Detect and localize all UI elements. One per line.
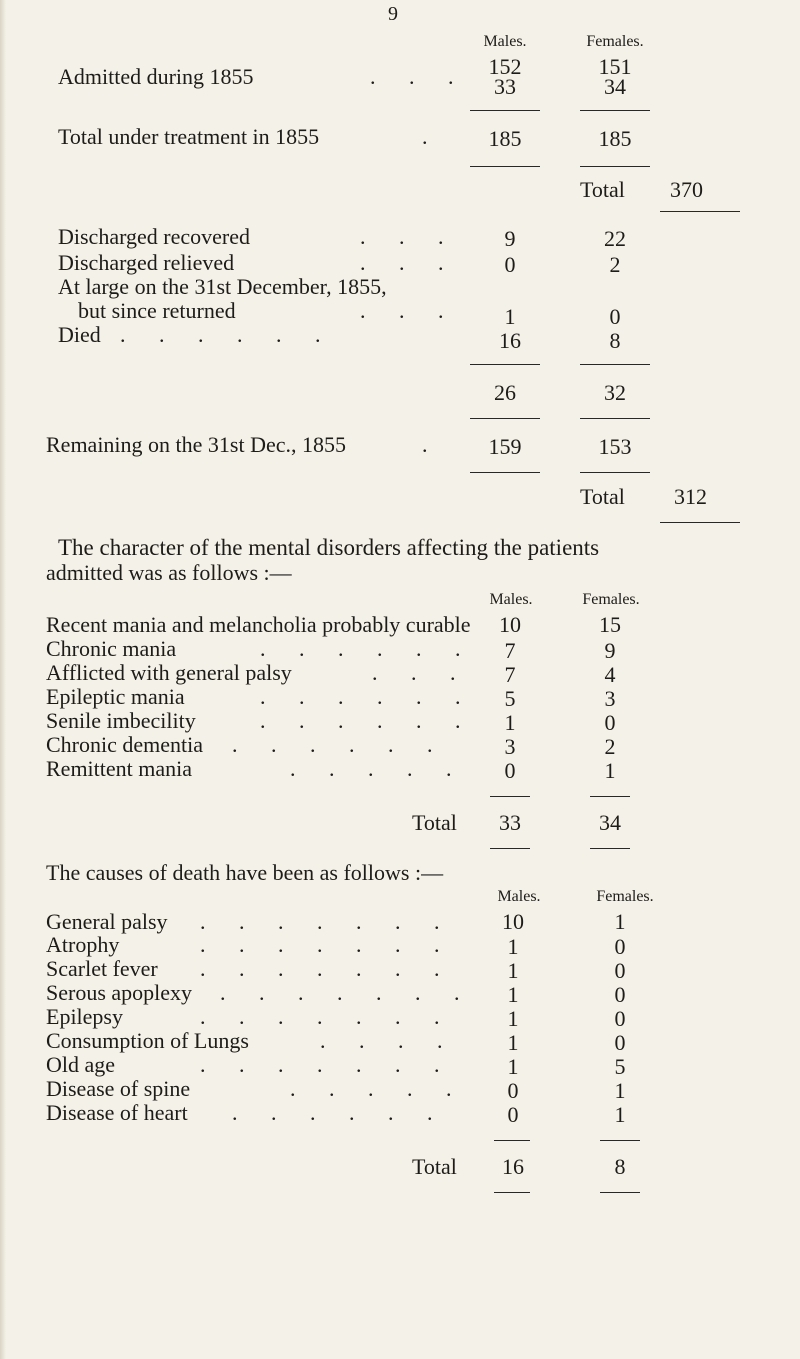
row-dots: . . . xyxy=(360,298,458,323)
females-header: Females. xyxy=(596,888,654,905)
cause-females: 0 xyxy=(614,1006,626,1031)
cause-males: 1 xyxy=(507,934,519,959)
rule xyxy=(600,1140,640,1141)
rule xyxy=(590,848,630,849)
cause-females: 1 xyxy=(614,1102,626,1127)
discharged-recovered-males: 9 xyxy=(504,226,516,251)
cause-females: 0 xyxy=(614,934,626,959)
carried-females: 151 xyxy=(598,54,632,79)
under-treatment-dots: . xyxy=(422,124,442,149)
since-returned-females: 0 xyxy=(609,304,621,329)
total-312-value: 312 xyxy=(674,484,707,509)
rule xyxy=(660,211,740,212)
row-dots: . . . . . . xyxy=(232,732,447,757)
disorder-label: Remittent mania xyxy=(46,756,193,781)
under-treatment-label: Total under treatment in 1855 xyxy=(58,124,320,149)
cause-males: 10 xyxy=(502,909,524,934)
cause-label: Disease of spine xyxy=(46,1076,191,1101)
disorder-label: Afflicted with general palsy xyxy=(46,660,292,685)
carried-males: 152 xyxy=(488,54,522,79)
disorder-label: Chronic mania xyxy=(46,636,177,661)
row-dots: . . . . . . . xyxy=(200,1004,454,1029)
cause-label: Serous apoplexy xyxy=(46,980,193,1005)
disorder-label: Senile imbecility xyxy=(46,708,196,733)
since-returned-males: 1 xyxy=(504,304,516,329)
males-header: Males. xyxy=(489,591,533,608)
cause-label: Consumption of Lungs xyxy=(46,1028,249,1053)
sum-males: 26 xyxy=(494,380,516,405)
row-dots: . . . . . . . xyxy=(200,956,454,981)
cause-label: Old age xyxy=(46,1052,116,1077)
cause-females: 5 xyxy=(614,1054,626,1079)
row-dots: . . . . xyxy=(320,1028,457,1053)
discharged-relieved-females: 2 xyxy=(609,252,621,277)
disorder-males: 7 xyxy=(504,638,516,663)
row-dots: . . . . . . xyxy=(260,708,475,733)
under-treatment-males: 185 xyxy=(488,126,522,151)
cause-males: 1 xyxy=(507,1054,519,1079)
row-dots: . . . . . . . xyxy=(200,932,454,957)
rule xyxy=(580,472,650,473)
cause-label: Atrophy xyxy=(46,932,120,957)
rule xyxy=(470,418,540,419)
cause-males: 0 xyxy=(507,1102,519,1127)
cause-males: 0 xyxy=(507,1078,519,1103)
cause-females: 1 xyxy=(614,1078,626,1103)
rule xyxy=(490,796,530,797)
admitted-females: 34 xyxy=(604,74,626,99)
cause-females: 0 xyxy=(614,958,626,983)
row-dots: . . . . . xyxy=(290,756,466,781)
cause-males: 1 xyxy=(507,958,519,983)
total-370-label: Total xyxy=(580,177,625,202)
row-dots: . . . . . . xyxy=(260,684,475,709)
cause-males: 1 xyxy=(507,982,519,1007)
disorder-males: 3 xyxy=(504,734,516,759)
row-dots: . . . xyxy=(372,660,470,685)
disorder-males: 0 xyxy=(504,758,516,783)
row-dots: . . . . . . . xyxy=(200,1052,454,1077)
row-dots: . . . . . . xyxy=(120,322,335,347)
died-females: 8 xyxy=(609,328,621,353)
disorder-females: 9 xyxy=(604,638,616,663)
rule xyxy=(470,166,540,167)
rule xyxy=(580,418,650,419)
rule xyxy=(600,1192,640,1193)
died-label: Died xyxy=(58,322,101,347)
rule xyxy=(470,472,540,473)
rule xyxy=(660,522,740,523)
causes-total-females: 8 xyxy=(614,1154,626,1179)
total-370-value: 370 xyxy=(670,177,703,202)
remaining-label: Remaining on the 31st Dec., 1855 xyxy=(46,432,347,457)
disorder-label: Chronic dementia xyxy=(46,732,204,757)
row-dots: . . . . . xyxy=(290,1076,466,1101)
rule xyxy=(470,110,540,111)
disorders-total-females: 34 xyxy=(599,810,621,835)
disorder-females: 3 xyxy=(604,686,616,711)
disorders-total-label: Total xyxy=(412,810,457,835)
discharged-recovered-label: Discharged recovered xyxy=(58,224,250,249)
disorder-males: 1 xyxy=(504,710,516,735)
rule xyxy=(494,1192,530,1193)
disorder-females: 2 xyxy=(604,734,616,759)
cause-females: 1 xyxy=(614,909,626,934)
admitted-males: 33 xyxy=(494,74,516,99)
disorder-males: 5 xyxy=(504,686,516,711)
cause-males: 1 xyxy=(507,1030,519,1055)
discharged-relieved-label: Discharged relieved xyxy=(58,250,235,275)
under-treatment-females: 185 xyxy=(598,126,632,151)
cause-label: General palsy xyxy=(46,909,168,934)
row-dots: . xyxy=(422,432,442,457)
rule xyxy=(490,848,530,849)
died-males: 16 xyxy=(499,328,521,353)
row-dots: . . . . . . xyxy=(232,1100,447,1125)
cause-label: Epilepsy xyxy=(46,1004,123,1029)
rule xyxy=(580,364,650,365)
rule xyxy=(470,364,540,365)
rule xyxy=(494,1140,530,1141)
disorder-males: 7 xyxy=(504,662,516,687)
row-dots: . . . xyxy=(360,250,458,275)
males-header: Males. xyxy=(483,33,527,50)
disorders-intro-line1: The character of the mental disorders affecting the patients xyxy=(58,535,600,560)
disorder-females: 1 xyxy=(604,758,616,783)
at-large-label: At large on the 31st December, 1855, xyxy=(58,274,387,299)
row-dots: . . . . . . . xyxy=(200,909,454,934)
total-312-label: Total xyxy=(580,484,625,509)
disorders-intro-line2: admitted was as follows :— xyxy=(46,560,292,585)
admitted-label: Admitted during 1855 xyxy=(58,64,254,89)
cause-label: Scarlet fever xyxy=(46,956,158,981)
row-dots: . . . xyxy=(360,224,458,249)
row-dots: . . . . . . . xyxy=(220,980,474,1005)
admitted-dots: . . . xyxy=(370,64,468,89)
disorder-label: Recent mania and melancholia probably curable xyxy=(46,612,471,637)
causes-intro: The causes of death have been as follows :— xyxy=(46,860,444,885)
females-header: Females. xyxy=(582,591,640,608)
since-returned-label: but since returned xyxy=(78,298,236,323)
rule xyxy=(590,796,630,797)
sum-females: 32 xyxy=(604,380,626,405)
cause-females: 0 xyxy=(614,982,626,1007)
disorder-females: 0 xyxy=(604,710,616,735)
cause-females: 0 xyxy=(614,1030,626,1055)
cause-males: 1 xyxy=(507,1006,519,1031)
disorder-label: Epileptic mania xyxy=(46,684,185,709)
disorder-females: 4 xyxy=(604,662,616,687)
remaining-females: 153 xyxy=(598,434,632,459)
males-header: Males. xyxy=(497,888,541,905)
rule xyxy=(580,110,650,111)
remaining-males: 159 xyxy=(488,434,522,459)
disorders-total-males: 33 xyxy=(499,810,521,835)
disorder-males: 10 xyxy=(499,612,521,637)
row-dots: . . . . . . xyxy=(260,636,475,661)
disorder-females: 15 xyxy=(599,612,621,637)
discharged-relieved-males: 0 xyxy=(504,252,516,277)
page-number: 9 xyxy=(388,3,398,25)
females-header: Females. xyxy=(586,33,644,50)
discharged-recovered-females: 22 xyxy=(604,226,626,251)
page-edge-shadow xyxy=(0,0,6,1359)
cause-label: Disease of heart xyxy=(46,1100,188,1125)
causes-total-label: Total xyxy=(412,1154,457,1179)
causes-total-males: 16 xyxy=(502,1154,524,1179)
rule xyxy=(580,166,650,167)
